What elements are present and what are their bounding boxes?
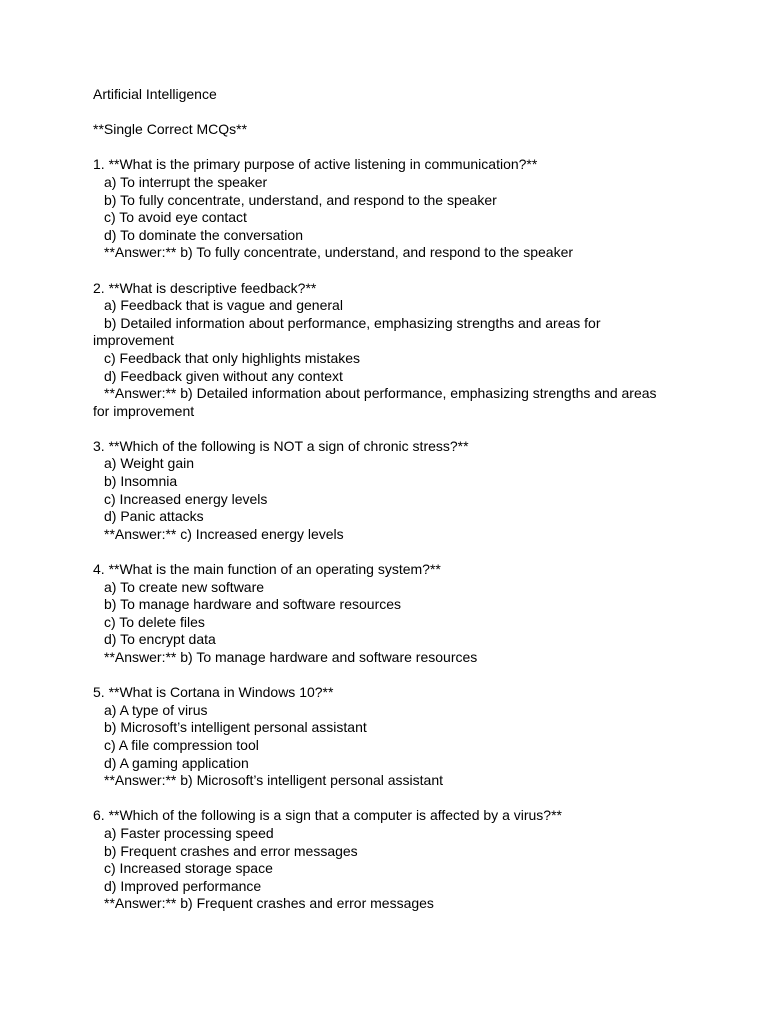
question-text: 5. **What is Cortana in Windows 10?** — [93, 684, 334, 701]
answer-line: **Answer:** c) Increased energy levels — [104, 525, 344, 542]
option-a: a) Faster processing speed — [104, 824, 274, 841]
question-block-3 — [93, 438, 673, 544]
option-b: b) To manage hardware and software resources — [104, 596, 402, 613]
option-c: c) To delete files — [104, 613, 205, 630]
option-c: c) Feedback that only highlights mistakes — [104, 349, 361, 366]
option-d: d) Panic attacks — [104, 508, 204, 525]
option-b: b) Detailed information about performance, emphasizing strengths and areas for — [104, 314, 601, 331]
option-d: d) Feedback given without any context — [104, 367, 343, 384]
option-b-continuation: improvement — [93, 332, 174, 349]
spacer — [93, 420, 673, 438]
spacer — [93, 104, 673, 122]
spacer — [93, 790, 673, 808]
option-d: d) To dominate the conversation — [104, 226, 303, 243]
spacer — [93, 262, 673, 280]
option-a: a) To interrupt the speaker — [104, 173, 268, 190]
answer-line: **Answer:** b) To fully concentrate, understand, and respond to the speaker — [104, 244, 574, 261]
option-c: c) A file compression tool — [104, 736, 259, 753]
answer-line: **Answer:** b) Detailed information about performance, emphasizing strengths and areas — [104, 385, 657, 402]
question-block-2 — [93, 280, 673, 421]
question-block-1 — [93, 156, 673, 262]
question-block-5 — [93, 684, 673, 790]
option-a: a) To create new software — [104, 578, 265, 595]
spacer — [93, 139, 673, 157]
option-b: b) Microsoft’s intelligent personal assistant — [104, 719, 367, 736]
option-d: d) A gaming application — [104, 754, 249, 771]
answer-line: **Answer:** b) To manage hardware and software resources — [104, 649, 478, 665]
option-a: a) Weight gain — [104, 455, 195, 472]
option-b: b) To fully concentrate, understand, and respond to the speaker — [104, 191, 497, 208]
option-a: a) Feedback that is vague and general — [104, 297, 343, 314]
option-b: b) Insomnia — [104, 473, 178, 490]
answer-line: **Answer:** b) Frequent crashes and error messages — [104, 895, 434, 912]
section-heading: **Single Correct MCQs** — [93, 121, 248, 138]
document-page — [93, 86, 673, 913]
document-title: Artificial Intelligence — [93, 86, 217, 102]
option-a: a) A type of virus — [104, 701, 208, 718]
option-c: c) To avoid eye contact — [104, 209, 247, 226]
question-text: 2. **What is descriptive feedback?** — [93, 279, 317, 296]
question-text: 1. **What is the primary purpose of active listening in communication?** — [93, 156, 538, 173]
question-block-4 — [93, 561, 673, 667]
option-b: b) Frequent crashes and error messages — [104, 842, 358, 859]
option-d: d) To encrypt data — [104, 631, 216, 648]
answer-continuation: for improvement — [93, 402, 195, 419]
option-c: c) Increased energy levels — [104, 490, 268, 507]
question-text: 6. **Which of the following is a sign that a computer is affected by a virus?** — [93, 807, 562, 824]
spacer — [93, 667, 673, 685]
answer-line: **Answer:** b) Microsoft’s intelligent personal assistant — [104, 772, 444, 789]
question-text: 3. **Which of the following is NOT a sign of chronic stress?** — [93, 437, 469, 454]
option-d: d) Improved performance — [104, 877, 262, 894]
question-text: 4. **What is the main function of an operating system?** — [93, 561, 441, 578]
spacer — [93, 543, 673, 561]
question-block-6 — [93, 807, 673, 913]
option-c: c) Increased storage space — [104, 860, 273, 877]
